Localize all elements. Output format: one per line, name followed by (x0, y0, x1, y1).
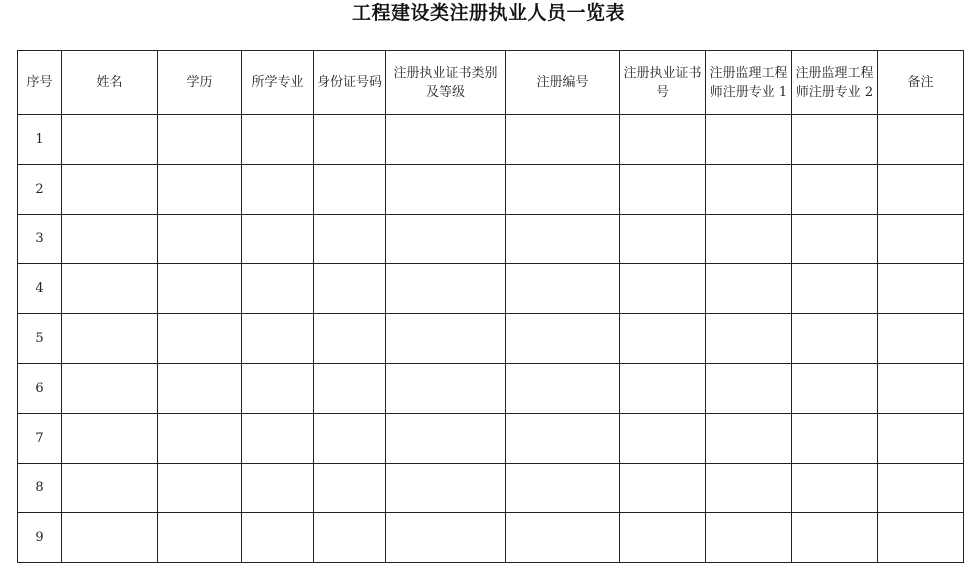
certificate-number-cell (620, 264, 706, 314)
remarks-cell (878, 513, 964, 563)
education-cell (158, 264, 242, 314)
header-cell-serial-number: 序号 (18, 51, 62, 115)
certificate-number-cell (620, 115, 706, 165)
table-row (18, 164, 964, 214)
remarks-cell (878, 314, 964, 364)
header-cell-supervisor-specialty-1: 注册监理工程师注册专业 1 (706, 51, 792, 115)
certificate-number-cell (620, 214, 706, 264)
supervisor-specialty-1-cell (706, 513, 792, 563)
serial-number-cell: 7 (18, 413, 62, 463)
supervisor-specialty-1-cell (706, 264, 792, 314)
registration-number-cell (506, 413, 620, 463)
id-number-cell (314, 463, 386, 513)
certificate-number-cell (620, 363, 706, 413)
certificate-category-cell (386, 115, 506, 165)
name-cell (62, 115, 158, 165)
id-number-cell (314, 214, 386, 264)
header-cell-name: 姓名 (62, 51, 158, 115)
registration-number-cell (506, 115, 620, 165)
serial-number-cell: 4 (18, 264, 62, 314)
serial-number-cell: 8 (18, 463, 62, 513)
personnel-table (17, 50, 964, 563)
table-row (18, 363, 964, 413)
certificate-number-cell (620, 164, 706, 214)
name-cell (62, 513, 158, 563)
remarks-cell (878, 413, 964, 463)
id-number-cell (314, 413, 386, 463)
certificate-category-cell (386, 413, 506, 463)
table-body (18, 115, 964, 563)
header-cell-remarks: 备注 (878, 51, 964, 115)
document-title: 工程建设类注册执业人员一览表 (351, 2, 625, 24)
table-header-row (18, 51, 964, 115)
education-cell (158, 214, 242, 264)
table-row (18, 264, 964, 314)
header-cell-certificate-number: 注册执业证书号 (620, 51, 706, 115)
header-cell-registration-number: 注册编号 (506, 51, 620, 115)
education-cell (158, 314, 242, 364)
certificate-category-cell (386, 214, 506, 264)
supervisor-specialty-2-cell (792, 314, 878, 364)
id-number-cell (314, 164, 386, 214)
supervisor-specialty-1-cell (706, 463, 792, 513)
education-cell (158, 413, 242, 463)
table-row (18, 214, 964, 264)
remarks-cell (878, 214, 964, 264)
remarks-cell (878, 463, 964, 513)
table-row (18, 413, 964, 463)
major-cell (242, 164, 314, 214)
certificate-category-cell (386, 264, 506, 314)
remarks-cell (878, 264, 964, 314)
major-cell (242, 314, 314, 364)
major-cell (242, 264, 314, 314)
certificate-number-cell (620, 513, 706, 563)
serial-number-cell: 2 (18, 164, 62, 214)
major-cell (242, 214, 314, 264)
name-cell (62, 363, 158, 413)
id-number-cell (314, 115, 386, 165)
registration-number-cell (506, 164, 620, 214)
major-cell (242, 413, 314, 463)
name-cell (62, 413, 158, 463)
registration-number-cell (506, 363, 620, 413)
supervisor-specialty-1-cell (706, 363, 792, 413)
id-number-cell (314, 513, 386, 563)
certificate-category-cell (386, 513, 506, 563)
serial-number-cell: 5 (18, 314, 62, 364)
education-cell (158, 463, 242, 513)
remarks-cell (878, 115, 964, 165)
serial-number-cell: 9 (18, 513, 62, 563)
supervisor-specialty-1-cell (706, 164, 792, 214)
certificate-category-cell (386, 463, 506, 513)
supervisor-specialty-2-cell (792, 463, 878, 513)
supervisor-specialty-2-cell (792, 513, 878, 563)
supervisor-specialty-2-cell (792, 413, 878, 463)
table-row (18, 115, 964, 165)
header-cell-id-number: 身份证号码 (314, 51, 386, 115)
id-number-cell (314, 264, 386, 314)
certificate-category-cell (386, 314, 506, 364)
certificate-category-cell (386, 363, 506, 413)
name-cell (62, 463, 158, 513)
supervisor-specialty-1-cell (706, 413, 792, 463)
supervisor-specialty-2-cell (792, 164, 878, 214)
id-number-cell (314, 314, 386, 364)
remarks-cell (878, 164, 964, 214)
name-cell (62, 164, 158, 214)
remarks-cell (878, 363, 964, 413)
name-cell (62, 314, 158, 364)
header-cell-supervisor-specialty-2: 注册监理工程师注册专业 2 (792, 51, 878, 115)
major-cell (242, 513, 314, 563)
certificate-number-cell (620, 413, 706, 463)
supervisor-specialty-2-cell (792, 363, 878, 413)
major-cell (242, 463, 314, 513)
education-cell (158, 513, 242, 563)
education-cell (158, 115, 242, 165)
registration-number-cell (506, 214, 620, 264)
name-cell (62, 264, 158, 314)
major-cell (242, 115, 314, 165)
supervisor-specialty-1-cell (706, 314, 792, 364)
header-cell-major: 所学专业 (242, 51, 314, 115)
supervisor-specialty-2-cell (792, 214, 878, 264)
supervisor-specialty-1-cell (706, 115, 792, 165)
supervisor-specialty-2-cell (792, 115, 878, 165)
serial-number-cell: 1 (18, 115, 62, 165)
supervisor-specialty-1-cell (706, 214, 792, 264)
name-cell (62, 214, 158, 264)
major-cell (242, 363, 314, 413)
table-row (18, 463, 964, 513)
serial-number-cell: 6 (18, 363, 62, 413)
serial-number-cell: 3 (18, 214, 62, 264)
certificate-number-cell (620, 314, 706, 364)
table-row (18, 314, 964, 364)
registration-number-cell (506, 314, 620, 364)
header-cell-certificate-category-grade: 注册执业证书类别及等级 (386, 51, 506, 115)
certificate-category-cell (386, 164, 506, 214)
education-cell (158, 363, 242, 413)
registration-number-cell (506, 463, 620, 513)
id-number-cell (314, 363, 386, 413)
header-cell-education: 学历 (158, 51, 242, 115)
table-row (18, 513, 964, 563)
registration-number-cell (506, 264, 620, 314)
supervisor-specialty-2-cell (792, 264, 878, 314)
registration-number-cell (506, 513, 620, 563)
certificate-number-cell (620, 463, 706, 513)
education-cell (158, 164, 242, 214)
